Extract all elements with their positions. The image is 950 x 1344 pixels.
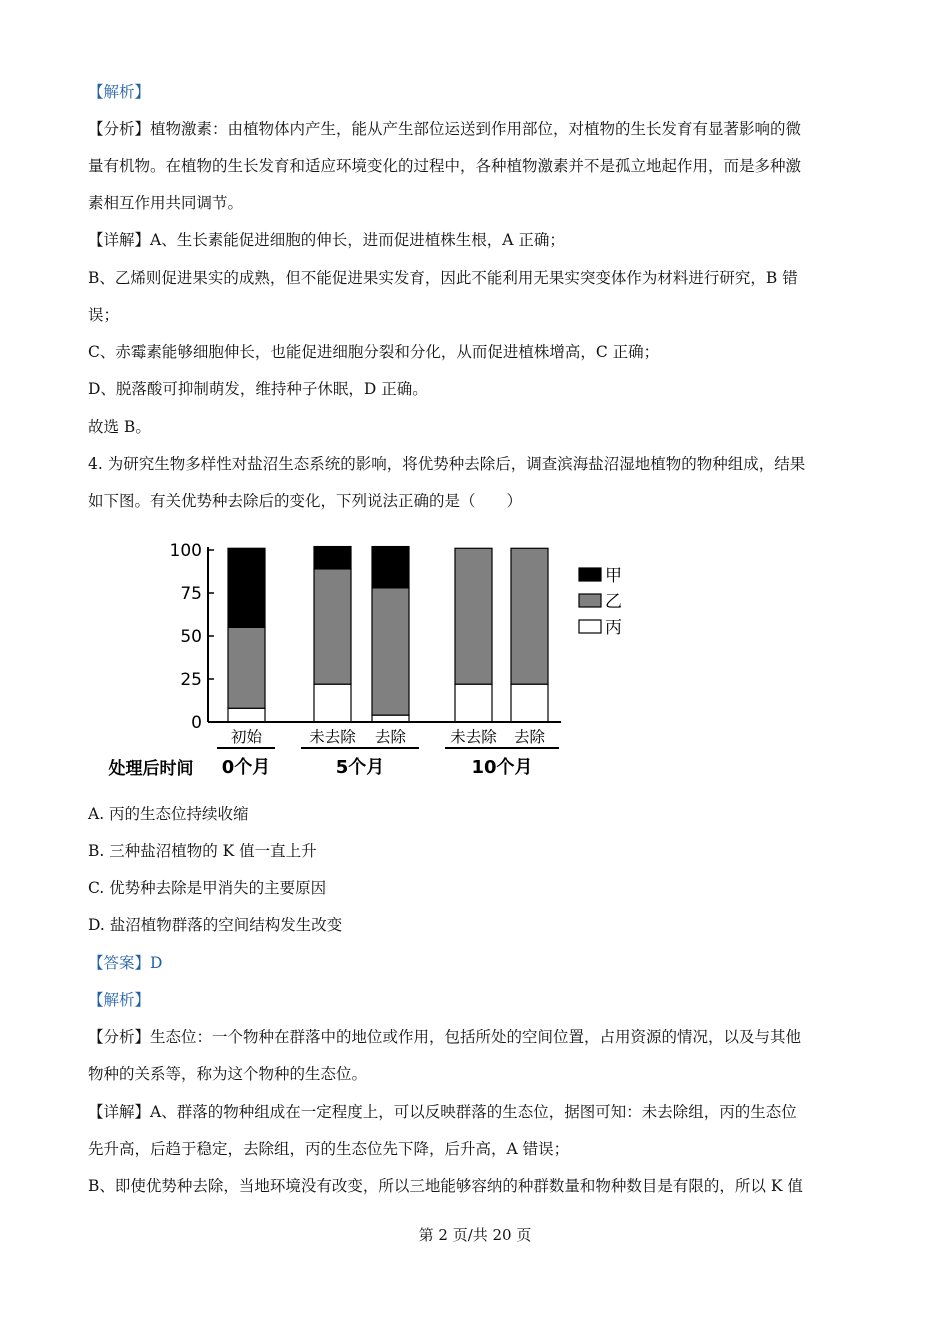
- detail-line: D、脱落酸可抑制萌发，维持种子休眠，D 正确。: [88, 380, 428, 398]
- detail-line: B、即使优势种去除，当地环境没有改变，所以三地能够容纳的种群数量和物种数目是有限的，所以 K 值: [88, 1177, 803, 1195]
- question-stem-line: 如下图。有关优势种去除后的变化，下列说法正确的是（ ）: [88, 492, 523, 510]
- y-tick-label: 0: [191, 713, 202, 733]
- bar-segment-丙: [314, 684, 351, 722]
- legend-swatch-乙: [579, 594, 601, 607]
- detail-line: 故选 B。: [88, 418, 151, 436]
- y-tick-label: 25: [180, 670, 202, 690]
- legend-swatch-丙: [579, 620, 601, 633]
- group-label: 0个月: [221, 757, 271, 778]
- question-stem-line: 4. 为研究生物多样性对盐沼生态系统的影响，将优势种去除后，调查滨海盐沼湿地植物的物种组成，结果: [88, 455, 806, 473]
- detail-line: 误；: [88, 306, 120, 324]
- analysis-line: 素相互作用共同调节。: [88, 194, 244, 212]
- section-heading-jiexi: 【解析】: [88, 83, 151, 101]
- bar-segment-乙: [314, 569, 351, 684]
- bar-segment-丙: [372, 715, 409, 722]
- detail-line: B、乙烯则促进果实的成熟，但不能促进果实发育，因此不能利用无果实突变体作为材料进行研究，B 错: [88, 269, 798, 287]
- y-tick-label: 100: [169, 541, 202, 561]
- detail-line: 先升高，后趋于稳定，去除组，丙的生态位先下降，后升高，A 错误；: [88, 1140, 570, 1158]
- group-label: 10个月: [471, 757, 533, 778]
- answer-text: 【答案】D: [88, 954, 163, 972]
- detail-line: 【详解】A、生长素能促进细胞的伸长，进而促进植株生根，A 正确；: [88, 231, 565, 249]
- section-heading-jiexi: 【解析】: [88, 991, 151, 1009]
- bar-segment-乙: [455, 548, 492, 684]
- y-tick-label: 75: [180, 584, 202, 604]
- option-c: C. 优势种去除是甲消失的主要原因: [88, 879, 327, 897]
- category-label: 去除: [513, 728, 546, 746]
- analysis-line: 【分析】生态位：一个物种在群落中的地位或作用，包括所处的空间位置，占用资源的情况，以及与其他: [88, 1028, 802, 1046]
- option-d: D. 盐沼植物群落的空间结构发生改变: [88, 916, 343, 934]
- legend-label: 乙: [605, 592, 622, 612]
- legend-label: 甲: [605, 566, 622, 586]
- stacked-bar-chart: [95, 535, 655, 785]
- legend-label: 丙: [605, 618, 622, 638]
- x-axis-title: 处理后时间: [108, 759, 194, 779]
- bar-segment-丙: [511, 684, 548, 722]
- option-a: A. 丙的生态位持续收缩: [88, 805, 249, 823]
- bar-segment-丙: [228, 708, 265, 722]
- bar-segment-乙: [228, 627, 265, 708]
- analysis-line: 物种的关系等，称为这个物种的生态位。: [88, 1065, 368, 1083]
- y-tick-label: 50: [180, 627, 202, 647]
- analysis-line: 【分析】植物激素：由植物体内产生，能从产生部位运送到作用部位，对植物的生长发育有显著影响的微: [88, 120, 802, 138]
- chart-legend: [579, 566, 622, 638]
- bar-segment-乙: [511, 548, 548, 684]
- detail-line: 【详解】A、群落的物种组成在一定程度上，可以反映群落的生态位，据图可知：未去除组，丙的生态位: [88, 1103, 797, 1121]
- bar-segment-甲: [372, 547, 409, 588]
- detail-line: C、赤霉素能够细胞伸长，也能促进细胞分裂和分化，从而促进植株增高，C 正确；: [88, 343, 660, 361]
- bar-segment-乙: [372, 588, 409, 715]
- page-footer: 第 2 页/共 20 页: [418, 1226, 532, 1244]
- bar-segment-甲: [228, 548, 265, 627]
- category-label: 未去除: [450, 728, 497, 746]
- category-label: 未去除: [309, 728, 356, 746]
- legend-swatch-甲: [579, 568, 601, 581]
- group-label: 5个月: [335, 757, 385, 778]
- option-b: B. 三种盐沼植物的 K 值一直上升: [88, 842, 317, 860]
- category-label: 初始: [230, 728, 263, 746]
- answer-line: [88, 953, 162, 973]
- chart-bars: [228, 547, 548, 722]
- bar-segment-丙: [455, 684, 492, 722]
- category-label: 去除: [374, 728, 407, 746]
- analysis-line: 量有机物。在植物的生长发育和适应环境变化的过程中，各种植物激素并不是孤立地起作用，而是多种激: [88, 157, 802, 175]
- bar-segment-甲: [314, 547, 351, 569]
